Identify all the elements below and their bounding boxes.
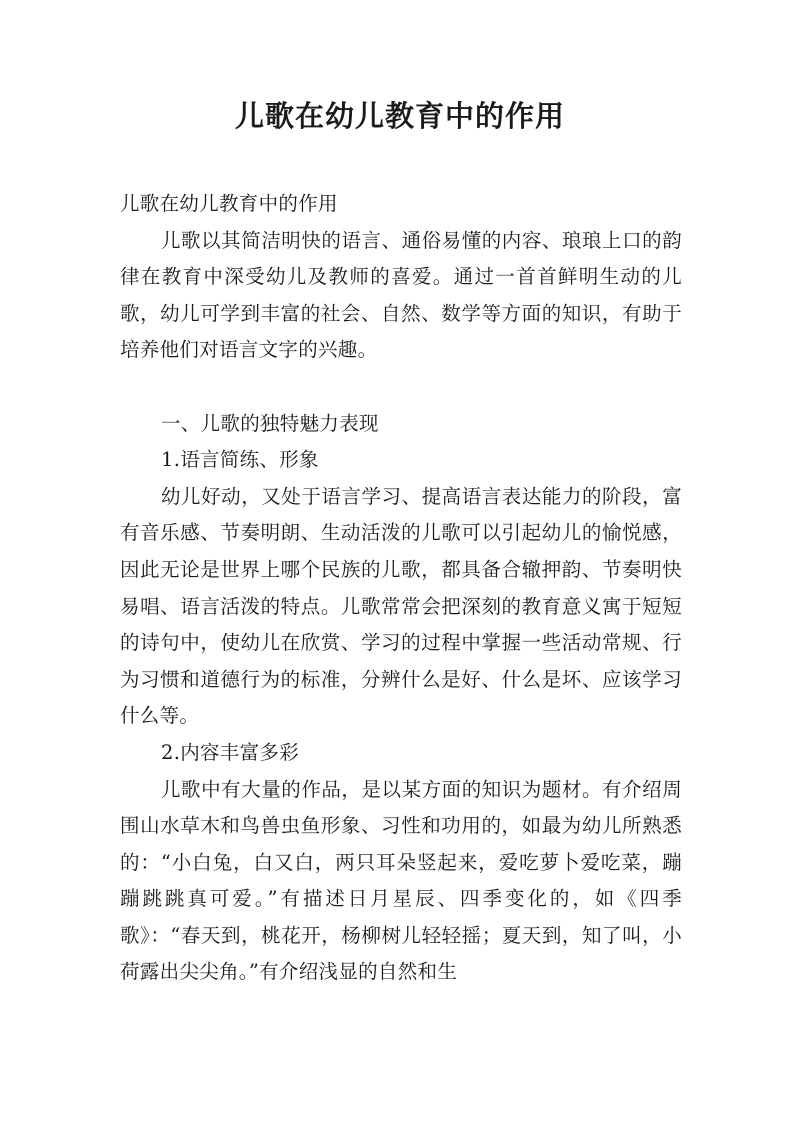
document-title: 儿歌在幼儿教育中的作用 — [234, 99, 565, 133]
section-heading: 一、儿歌的独特魅力表现 — [161, 411, 379, 435]
document-subtitle: 儿歌在幼儿教育中的作用 — [120, 192, 338, 215]
subsection-2-paragraph: 儿歌中有大量的作品，是以某方面的知识为题材。有介绍周围山水草木和鸟兽虫鱼形象、习性和功用的，如最为幼儿所熟悉的：“小白兔，白又白，两只耳朵竖起来，爱吃萝卜爱吃菜，蹦蹦跳跳真可爱。”有描述日月星辰、四季变化的，如《四季歌》：“春天到，桃花开，杨柳树儿轻轻摇；夏天到，知了叫，小荷露出尖尖角。”有介绍浅显的自然和生 — [120, 777, 682, 984]
subsection-1-paragraph: 幼儿好动，又处于语言学习、提高语言表达能力的阶段，富有音乐感、节奏明朗、生动活泼的儿歌可以引起幼儿的愉悦感，因此无论是世界上哪个民族的儿歌，都具备合辙押韵、节奏明快易唱、语言活泼的特点。儿歌常常会把深刻的教育意义寓于短短的诗句中，使幼儿在欣赏、学习的过程中掌握一些活动常规、行为习惯和道德行为的标准，分辨什么是好、什么是坏、应该学习什么等。 — [120, 484, 682, 728]
intro-paragraph: 儿歌以其简洁明快的语言、通俗易懂的内容、琅琅上口的韵律在教育中深受幼儿及教师的喜爱。通过一首首鲜明生动的儿歌，幼儿可学到丰富的社会、自然、数学等方面的知识，有助于培养他们对语言文字的兴趣。 — [120, 228, 682, 362]
blank-line — [120, 369, 682, 406]
subsection-heading-1: 1.语言简练、形象 — [161, 448, 319, 472]
document-body — [120, 186, 682, 991]
subsection-heading-2: 2.内容丰富多彩 — [161, 740, 300, 764]
